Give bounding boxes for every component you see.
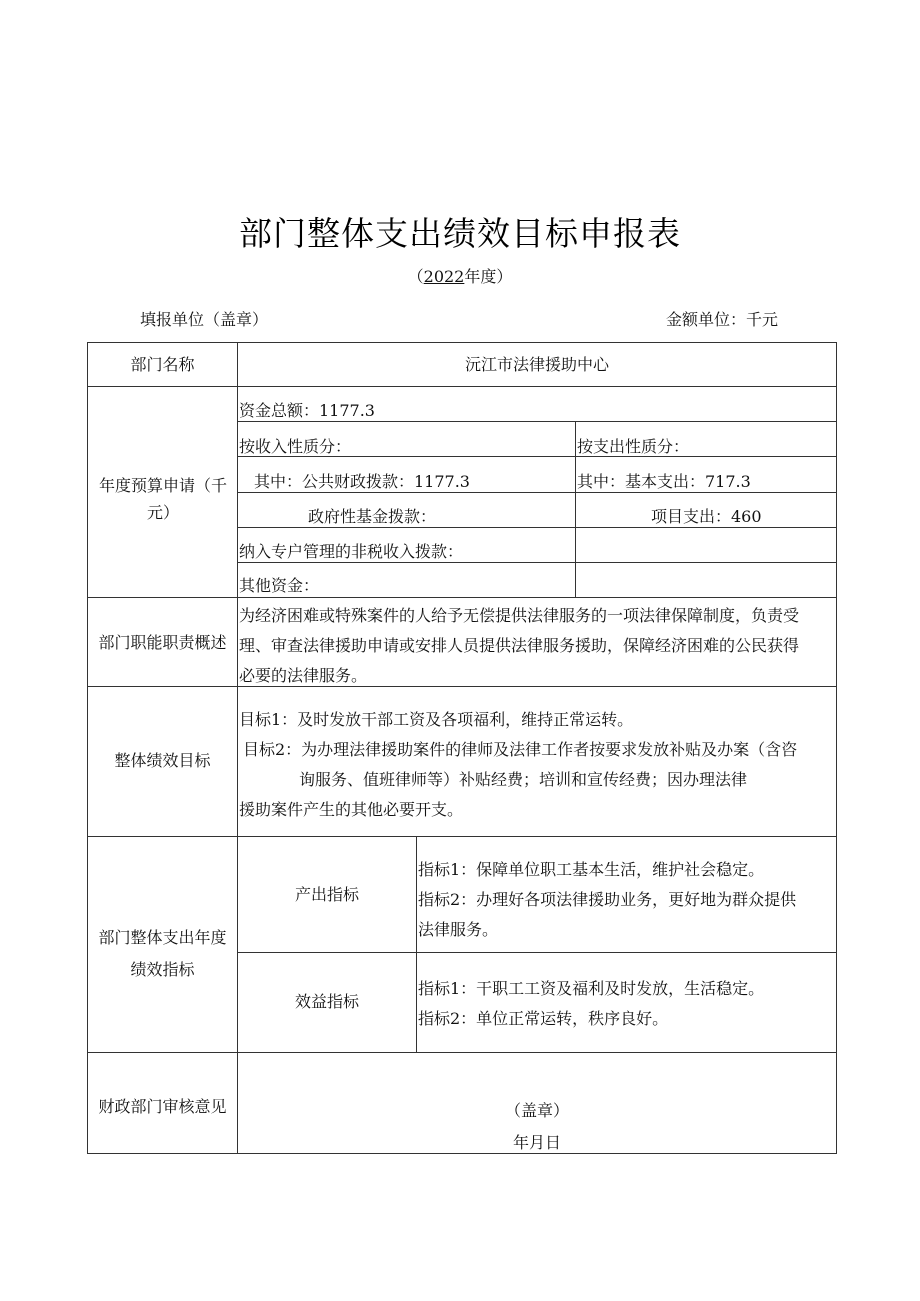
filling-unit-label: 填报单位（盖章） <box>140 310 269 329</box>
benefit-indicator-text <box>418 974 834 1034</box>
goal-line: 目标2：为办理法律援助案件的律师及法律工作者按要求发放补贴及办案（含咨 <box>243 740 798 759</box>
dept-name-value: 沅江市法律援助中心 <box>464 355 609 374</box>
output-line: 指标1：保障单位职工基本生活，维护社会稳定。 <box>418 860 765 879</box>
table-border-right <box>836 342 837 1154</box>
duty-line: 必要的法律服务。 <box>239 666 368 685</box>
output-indicator-text <box>418 855 834 945</box>
row-divider <box>87 597 837 598</box>
benefit-line: 指标1：干职工工资及福利及时发放，生活稳定。 <box>418 979 765 998</box>
indicator-label <box>88 922 237 986</box>
year-value: 2022 <box>423 267 465 286</box>
project-expense: 项目支出：460 <box>651 507 762 526</box>
row-divider <box>87 836 837 837</box>
label-column-divider <box>237 342 238 1154</box>
benefit-line: 指标2：单位正常运转，秩序良好。 <box>418 1009 669 1028</box>
output-indicator-label: 产出指标 <box>294 885 359 904</box>
total-funds: 资金总额：1177.3 <box>239 401 375 420</box>
budget-row-divider <box>237 527 837 528</box>
indicator-column-divider <box>416 836 417 1052</box>
non-tax-allocation: 纳入专户管理的非税收入拨款： <box>239 542 464 561</box>
dept-name-label: 部门名称 <box>130 355 195 374</box>
budget-row-divider <box>237 562 837 563</box>
goal-description <box>239 705 835 825</box>
indicator-label-line: 绩效指标 <box>130 960 195 979</box>
budget-column-divider <box>575 421 576 598</box>
year-label <box>0 264 920 287</box>
duty-label: 部门职能职责概述 <box>98 633 227 652</box>
benefit-indicator-label: 效益指标 <box>294 992 359 1011</box>
by-expense-label: 按支出性质分： <box>577 437 690 456</box>
row-divider <box>87 386 837 387</box>
year-open: （ <box>407 267 424 286</box>
output-line: 法律服务。 <box>418 920 499 939</box>
year-close: 年度） <box>464 267 513 286</box>
output-line: 指标2：办理好各项法律援助业务，更好地为群众提供 <box>418 890 797 909</box>
table-border-bottom <box>87 1153 837 1154</box>
seal-placeholder: （盖章） <box>504 1101 569 1120</box>
page-title: 部门整体支出绩效目标申报表 <box>239 214 681 253</box>
indicator-label-line: 部门整体支出年度 <box>98 928 227 947</box>
by-income-label: 按收入性质分： <box>239 437 352 456</box>
goal-line: 援助案件产生的其他必要开支。 <box>239 800 464 819</box>
basic-expense: 其中：基本支出：717.3 <box>577 472 751 491</box>
budget-row-divider <box>237 421 837 422</box>
duty-description <box>239 601 835 691</box>
table-border-left <box>87 342 88 1154</box>
indicator-row-divider <box>237 952 837 953</box>
goal-label: 整体绩效目标 <box>114 751 211 770</box>
table-border-top <box>87 342 837 343</box>
duty-line: 理、审查法律援助申请或安排人员提供法律服务援助，保障经济困难的公民获得 <box>239 636 800 655</box>
public-finance-allocation: 其中：公共财政拨款：1177.3 <box>254 472 470 491</box>
budget-label: 年度预算申请（千元） <box>98 476 227 522</box>
row-divider <box>87 1052 837 1053</box>
budget-row-divider <box>237 492 837 493</box>
review-date: 年月日 <box>512 1133 561 1152</box>
goal-line: 目标1：及时发放干部工资及各项福利，维持正常运转。 <box>239 710 634 729</box>
other-funds: 其他资金： <box>239 576 320 595</box>
goal-line: 询服务、值班律师等）补贴经费；培训和宣传经费；因办理法律 <box>299 770 748 789</box>
duty-line: 为经济困难或特殊案件的人给予无偿提供法律服务的一项法律保障制度，负责受 <box>239 606 800 625</box>
money-unit-label: 金额单位：千元 <box>666 310 779 329</box>
gov-fund-allocation: 政府性基金拨款： <box>308 507 437 526</box>
review-label: 财政部门审核意见 <box>98 1097 227 1116</box>
